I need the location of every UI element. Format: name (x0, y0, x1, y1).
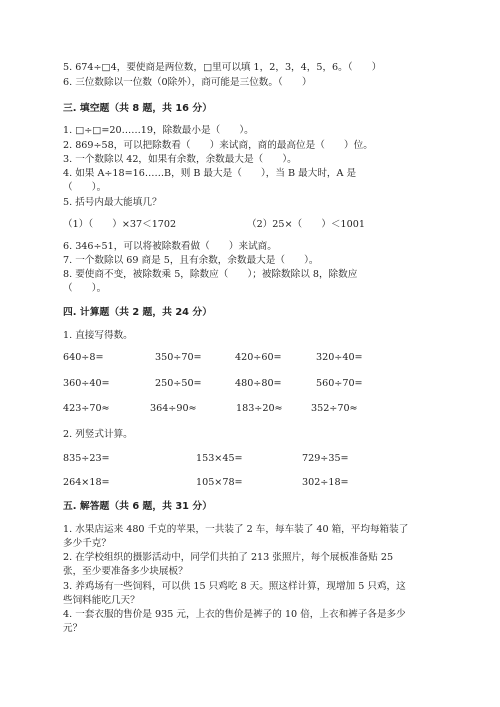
s3-question-5: 5. 括号内最大能填几？ (63, 197, 162, 208)
vertical-calc-item: 153×45= (196, 453, 243, 464)
s3-question-4-line2: （ ）。 (63, 182, 107, 193)
vertical-calc-item: 264×18= (63, 477, 110, 488)
s4-question-2: 2. 列竖式计算。 (63, 429, 133, 440)
direct-calc-item: 640÷8= (63, 352, 104, 363)
question-5-top: 5. 674÷□4，要使商是两位数，□里可以填 1，2，3，4，5，6。（ ） (63, 62, 382, 73)
direct-calc-item: 183÷20≈ (236, 403, 283, 414)
s5-question-1-line1: 1. 水果店运来 480 千克的苹果，一共装了 2 车，每车装了 40 箱，平均每箱装了 (63, 524, 409, 535)
vertical-calc-item: 729÷35= (302, 453, 349, 464)
direct-calc-item: 320÷40= (316, 352, 363, 363)
s5-question-3-line2: 些饲料能吃几天？ (63, 595, 140, 606)
s4-question-1: 1. 直接写得数。 (63, 330, 133, 341)
s5-question-3-line1: 3. 养鸡场有一些饲料，可以供 15 只鸡吃 8 天。照这样计算，现增加 5 只鸡，这 (63, 581, 406, 592)
s3-question-1: 1. □÷□=20……19，除数最小是（ ）。 (63, 125, 254, 136)
direct-calc-item: 364÷90≈ (150, 403, 197, 414)
section-4-title: 四. 计算题（共 2 题，共 24 分） (63, 307, 212, 318)
vertical-calc-item: 835÷23= (63, 453, 110, 464)
direct-calc-item: 423÷70≈ (63, 403, 110, 414)
direct-calc-item: 480÷80= (235, 378, 282, 389)
s3-question-7: 7. 一个数除以 69 商是 5，且有余数，余数最大是（ ）。 (63, 255, 319, 266)
direct-calc-item: 420÷60= (235, 352, 282, 363)
direct-calc-item: 350÷70= (155, 352, 202, 363)
s3-question-4-line1: 4. 如果 A÷18=16……B，则 B 最大是（ ），当 B 最大时，A 是 (63, 168, 357, 179)
s3-question-2: 2. 869÷58，可以把除数看（ ）来试商，商的最高位是（ ）位。 (63, 140, 373, 151)
section-5-title: 五. 解答题（共 6 题，共 31 分） (63, 501, 212, 512)
s5-question-4-line2: 元？ (63, 623, 83, 634)
s3-question-8-line1: 8. 要使商不变，被除数乘 5，除数应（ ）；被除数除以 8，除数应 (63, 269, 358, 280)
direct-calc-item: 360÷40= (63, 378, 110, 389)
s3-question-6: 6. 346÷51，可以将被除数看做（ ）来试商。 (63, 241, 277, 252)
vertical-calc-item: 302÷18= (302, 477, 349, 488)
s3-question-8-line2: （ ）。 (63, 283, 107, 294)
vertical-calc-item: 105×78= (196, 477, 243, 488)
direct-calc-item: 560÷70= (316, 378, 363, 389)
direct-calc-item: 352÷70≈ (311, 403, 358, 414)
s5-question-4-line1: 4. 一套衣服的售价是 935 元，上衣的售价是裤子的 10 倍，上衣和裤子各是多少 (63, 609, 406, 620)
s5-question-1-line2: 多少千克？ (63, 538, 111, 549)
section-3-title: 三. 填空题（共 8 题，共 16 分） (63, 103, 212, 114)
question-6-top: 6. 三位数除以一位数（0除外），商可能是三位数。（ ） (63, 77, 312, 88)
s3-question-3: 3. 一个数除以 42，如果有余数，余数最大是（ ）。 (63, 154, 297, 165)
direct-calc-item: 250÷50= (155, 378, 202, 389)
s5-question-2-line1: 2. 在学校组织的摄影活动中，同学们共拍了 213 张照片，每个展板准备贴 25 (63, 552, 394, 563)
s5-question-2-line2: 张，至少要准备多少块展板？ (63, 566, 188, 577)
s3-question-5-part-2: （2）25×（ ）＜1001 (247, 219, 365, 230)
s3-question-5-part-1: （1）（ ）×37＜1702 (63, 219, 177, 230)
